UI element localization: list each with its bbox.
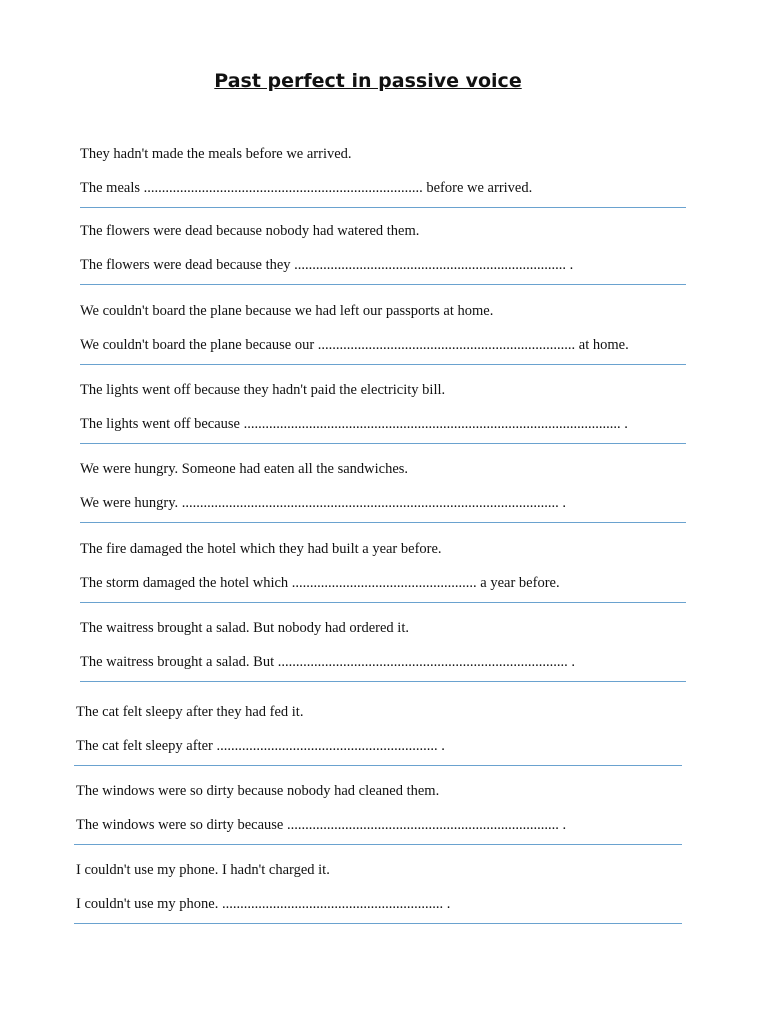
separator-line xyxy=(74,844,682,845)
exercise-8 xyxy=(0,703,768,773)
exercise-sentence: They hadn't made the meals before we arrived. xyxy=(80,146,352,162)
exercise-answer-line[interactable]: The cat felt sleepy after ............................................................. . xyxy=(76,738,445,754)
exercise-answer-line[interactable]: The waitress brought a salad. But ................................................................................ . xyxy=(80,654,575,670)
separator-line xyxy=(74,765,682,766)
exercise-answer-line[interactable]: The flowers were dead because they ........................................................................... . xyxy=(80,257,574,273)
exercise-answer-line[interactable]: The lights went off because ........................................................................................................ . xyxy=(80,416,628,432)
exercise-4 xyxy=(0,381,768,451)
separator-line xyxy=(74,923,682,924)
exercise-sentence: The windows were so dirty because nobody had cleaned them. xyxy=(76,783,440,799)
exercise-9 xyxy=(0,782,768,852)
exercise-sentence: The cat felt sleepy after they had fed it. xyxy=(76,704,304,720)
exercise-3 xyxy=(0,302,768,372)
exercise-answer-line[interactable]: I couldn't use my phone. ............................................................. . xyxy=(76,896,451,912)
exercise-sentence: The fire damaged the hotel which they had built a year before. xyxy=(80,541,442,557)
separator-line xyxy=(80,207,686,208)
separator-line xyxy=(80,681,686,682)
exercise-7 xyxy=(0,619,768,689)
exercise-6 xyxy=(0,540,768,610)
separator-line xyxy=(80,522,686,523)
exercise-sentence: The flowers were dead because nobody had watered them. xyxy=(80,223,420,239)
exercise-sentence: We couldn't board the plane because we had left our passports at home. xyxy=(80,303,494,319)
exercise-answer-line[interactable]: The meals ............................................................................. before we arrived. xyxy=(80,180,533,196)
separator-line xyxy=(80,364,686,365)
page-title: Past perfect in passive voice xyxy=(214,70,522,92)
exercise-1 xyxy=(0,145,768,215)
exercise-5 xyxy=(0,460,768,530)
separator-line xyxy=(80,284,686,285)
exercise-10 xyxy=(0,861,768,931)
exercise-answer-line[interactable]: The storm damaged the hotel which ................................................... a year before. xyxy=(80,575,560,591)
exercise-answer-line[interactable]: We couldn't board the plane because our ....................................................................... at home. xyxy=(80,337,629,353)
exercise-sentence: I couldn't use my phone. I hadn't charged it. xyxy=(76,862,330,878)
exercise-sentence: We were hungry. Someone had eaten all the sandwiches. xyxy=(80,461,409,477)
exercise-sentence: The waitress brought a salad. But nobody had ordered it. xyxy=(80,620,409,636)
exercise-2 xyxy=(0,222,768,292)
exercise-sentence: The lights went off because they hadn't paid the electricity bill. xyxy=(80,382,446,398)
exercise-answer-line[interactable]: The windows were so dirty because ........................................................................... . xyxy=(76,817,567,833)
separator-line xyxy=(80,602,686,603)
exercise-answer-line[interactable]: We were hungry. ........................................................................................................ . xyxy=(80,495,567,511)
separator-line xyxy=(80,443,686,444)
